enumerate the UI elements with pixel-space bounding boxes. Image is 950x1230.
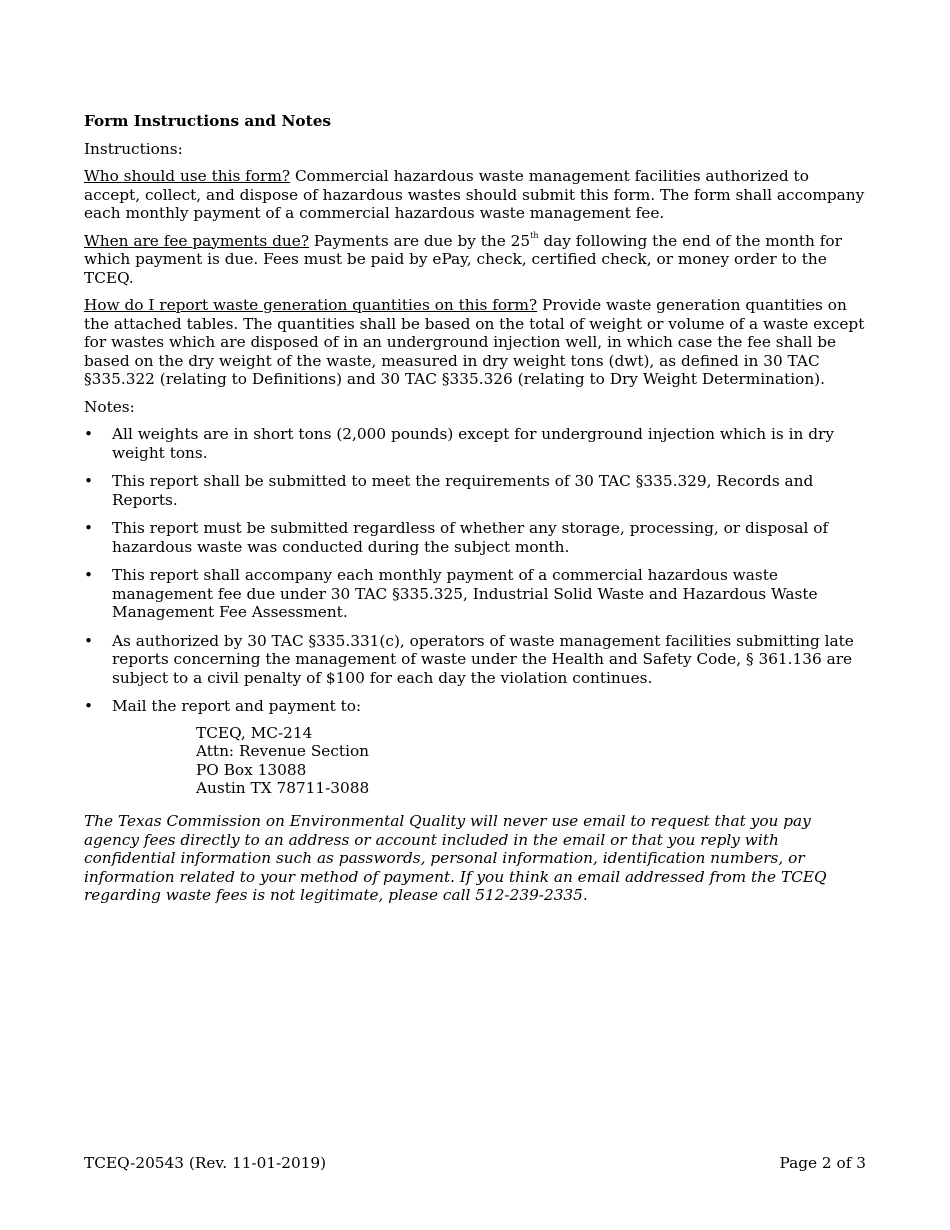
instruction-question: Who should use this form? [84, 167, 291, 185]
instruction-answer: Commercial hazardous waste management facilities authorized to accept, collect, and dispose of hazardous wastes should submit this form. The form shall accompany each monthly payment of a commercial hazardous waste management fee. [84, 167, 865, 222]
page-number: Page 2 of 3 [779, 1154, 866, 1172]
bullet-icon: • [84, 566, 94, 584]
instruction-when [84, 232, 869, 288]
note-text: All weights are in short tons (2,000 pounds) except for underground injection which is in dry weight tons. [112, 425, 834, 462]
note-text: This report must be submitted regardless of whether any storage, processing, or disposal of hazardous waste was conducted during the subject month. [112, 519, 829, 556]
address-line: Attn: Revenue Section [196, 742, 370, 760]
instruction-answer: Payments are due by the 25 [309, 231, 531, 250]
form-id: TCEQ-20543 (Rev. 11-01-2019) [84, 1154, 327, 1172]
bullet-icon: • [84, 631, 94, 650]
instruction-question: How do I report waste generation quantities on this form? [84, 296, 538, 314]
bullet-icon: • [84, 425, 94, 443]
bullet-icon: • [84, 697, 94, 715]
instruction-answer: Provide waste generation quantities on the attached tables. The quantities shall be based on the total of weight or volume of a waste except for wastes which are disposed of in an underground injection well, in which case the fee shall be based on the dry weight of the waste, measured in dry weight tons (dwt), as defined in 30 TAC §335.322 (relating to Definitions) and 30 TAC §335.326 (relating to Dry Weight Determination). [84, 296, 865, 388]
bullet-icon: • [84, 519, 94, 537]
list-item [84, 519, 869, 556]
instruction-question: When are fee payments due? [84, 231, 310, 250]
note-text: As authorized by 30 TAC §335.331(c), operators of waste management facilities submitting late reports concerning the management of waste under the Health and Safety Code, § 361.136 are subject to a civil penalty of $100 for each day the violation continues. [112, 631, 854, 687]
list-item [84, 697, 869, 716]
bullet-icon: • [84, 472, 94, 490]
address-line: TCEQ, MC-214 [196, 723, 313, 742]
note-text: This report shall be submitted to meet the requirements of 30 TAC §335.329, Records and Reports. [112, 472, 814, 509]
instructions-label: Instructions: [84, 139, 183, 158]
ordinal-suffix: th [530, 231, 539, 241]
notes-label: Notes: [84, 397, 135, 416]
list-item [84, 425, 869, 462]
email-fraud-notice: The Texas Commission on Environmental Quality will never use email to request that you pay agency fees directly to an address or account included in the email or that you reply with confidential information such as passwords, personal information, identification numbers, or information related to your method of payment. If you think an email addressed from the TCEQ regarding waste fees is not legitimate, please call 512-239-2335. [84, 812, 827, 904]
address-line: Austin TX 78711-3088 [196, 779, 370, 797]
instructions-page [84, 112, 869, 798]
note-text: This report shall accompany each monthly payment of a commercial hazardous waste management fee due under 30 TAC §335.325, Industrial Solid Waste and Hazardous Waste Management Fee Assessment. [112, 566, 818, 621]
address-line: PO Box 13088 [196, 760, 307, 779]
list-item [84, 472, 869, 509]
note-text: Mail the report and payment to: [112, 697, 362, 715]
instruction-answer-cont: day following the end of the month for which payment is due. Fees must be paid by ePay, check, certified check, or money order to the TCEQ. [84, 231, 842, 287]
page-heading: Form Instructions and Notes [84, 112, 332, 130]
list-item [84, 566, 869, 622]
notes-list [84, 425, 869, 716]
list-item [84, 632, 869, 688]
mailing-address [84, 724, 869, 798]
instruction-how [84, 296, 869, 389]
instruction-who [84, 167, 869, 223]
